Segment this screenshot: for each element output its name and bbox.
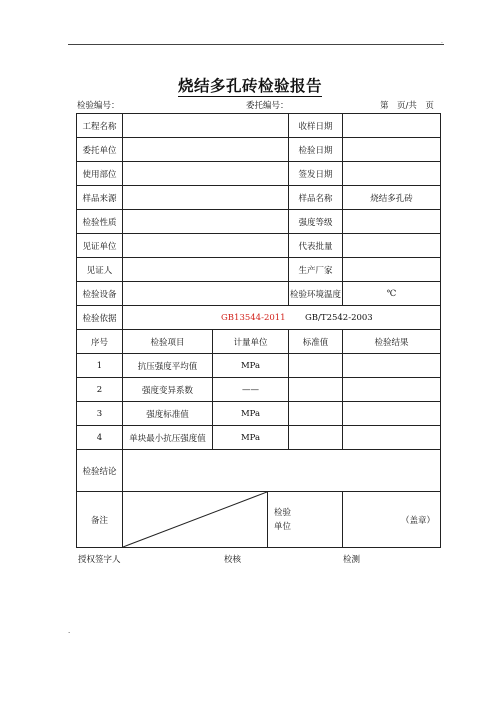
authorized-signatory-label: 授权签字人: [78, 555, 121, 565]
result-no: 1: [77, 354, 123, 378]
results-row: [77, 402, 441, 426]
result-item: 单块最小抗压强度值: [123, 426, 213, 450]
conclusion-row: [77, 450, 441, 492]
entrust-number-label: 委托编号：: [246, 101, 289, 111]
testing-unit-label: [268, 492, 343, 548]
info-value: [123, 210, 289, 234]
report-title: 烧结多孔砖检验报告: [177, 76, 322, 95]
info-label: 检验环境温度: [289, 282, 343, 306]
info-value: [343, 210, 441, 234]
info-value: [123, 282, 289, 306]
results-row: [77, 426, 441, 450]
result-standard: [289, 402, 343, 426]
seal-text: （盖章）: [401, 515, 436, 526]
info-row: [77, 210, 441, 234]
info-label: 见证人: [77, 258, 123, 282]
results-row: [77, 354, 441, 378]
basis-row: [77, 306, 441, 330]
info-label: 检验性质: [77, 210, 123, 234]
testing-unit-label-line1: 检验: [274, 507, 292, 518]
info-row: [77, 234, 441, 258]
info-value: [123, 186, 289, 210]
conclusion-value: [123, 450, 441, 492]
result-value: [343, 426, 441, 450]
info-label: 收样日期: [289, 114, 343, 138]
result-standard: [289, 378, 343, 402]
seal-area: [343, 492, 441, 548]
result-no: 4: [77, 426, 123, 450]
info-label: 使用部位: [77, 162, 123, 186]
header-no: 序号: [77, 330, 123, 354]
remarks-diagonal-line: [123, 492, 267, 547]
result-unit: MPa: [213, 402, 289, 426]
info-value: [343, 162, 441, 186]
results-header-row: [77, 330, 441, 354]
info-label: 工程名称: [77, 114, 123, 138]
reviewer-label: 校核: [224, 555, 242, 565]
report-number-label: 检验编号：: [77, 101, 120, 111]
info-label: 样品名称: [289, 186, 343, 210]
result-standard: [289, 354, 343, 378]
info-label: 强度等级: [289, 210, 343, 234]
info-value: [123, 162, 289, 186]
info-label: 见证单位: [77, 234, 123, 258]
result-no: 2: [77, 378, 123, 402]
info-value: [343, 114, 441, 138]
result-value: [343, 378, 441, 402]
result-item: 强度标准值: [123, 402, 213, 426]
info-value: [123, 258, 289, 282]
result-item: 强度变异系数: [123, 378, 213, 402]
info-label: 样品来源: [77, 186, 123, 210]
result-value: [343, 354, 441, 378]
info-label: 生产厂家: [289, 258, 343, 282]
tester-label: 检测: [343, 555, 361, 565]
info-label: 代表批量: [289, 234, 343, 258]
result-unit: ——: [213, 378, 289, 402]
info-value: [123, 114, 289, 138]
results-row: [77, 378, 441, 402]
report-table: [76, 113, 441, 548]
info-label: 委托单位: [77, 138, 123, 162]
info-row: [77, 162, 441, 186]
info-value: ℃: [343, 282, 441, 306]
result-unit: MPa: [213, 426, 289, 450]
header-unit: 计量单位: [213, 330, 289, 354]
conclusion-label: 检验结论: [77, 450, 123, 492]
result-value: [343, 402, 441, 426]
info-row: [77, 114, 441, 138]
info-row: [77, 186, 441, 210]
header-standard: 标准值: [289, 330, 343, 354]
page-count-label: 第 页/共 页: [380, 101, 434, 111]
remarks-row: [77, 492, 441, 548]
result-no: 3: [77, 402, 123, 426]
testing-unit-label-line2: 单位: [274, 521, 292, 532]
info-row: [77, 282, 441, 306]
result-item: 抗压强度平均值: [123, 354, 213, 378]
basis-standard-secondary: GB/T2542-2003: [305, 312, 373, 323]
info-value: 烧结多孔砖: [343, 186, 441, 210]
basis-standard-primary: GB13544-2011: [221, 312, 286, 323]
remarks-area: [123, 492, 268, 548]
result-unit: MPa: [213, 354, 289, 378]
info-label: 签发日期: [289, 162, 343, 186]
header-mark: .: [441, 38, 443, 45]
info-row: [77, 258, 441, 282]
header-item: 检验项目: [123, 330, 213, 354]
basis-standards: [123, 306, 441, 330]
remarks-label: 备注: [77, 492, 123, 548]
info-row: [77, 138, 441, 162]
info-value: [123, 234, 289, 258]
header-rule: [68, 44, 444, 45]
info-value: [343, 258, 441, 282]
info-value: [123, 138, 289, 162]
info-label: 检验日期: [289, 138, 343, 162]
info-value: [343, 138, 441, 162]
info-value: [343, 234, 441, 258]
header-result: 检验结果: [343, 330, 441, 354]
result-standard: [289, 426, 343, 450]
basis-label: 检验依据: [77, 306, 123, 330]
info-label: 检验设备: [77, 282, 123, 306]
bottom-mark: .: [68, 627, 71, 635]
